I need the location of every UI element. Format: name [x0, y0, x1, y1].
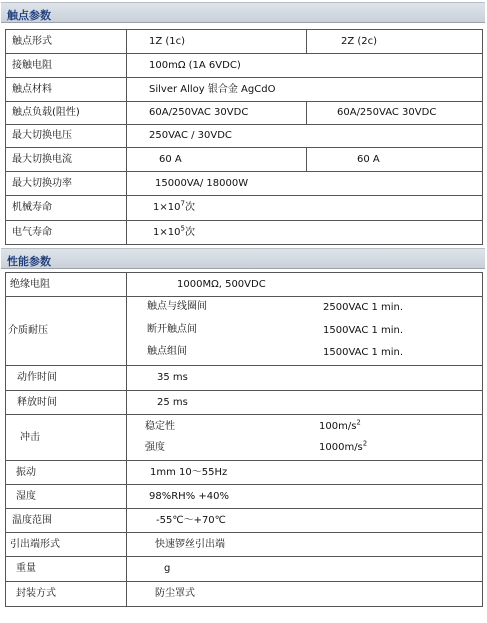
value-base: 100m/s	[319, 421, 357, 432]
sub-item-value: 2500VAC 1 min.	[323, 302, 404, 313]
sub-item-name: 强度	[145, 442, 165, 453]
row-value: 250VAC / 30VDC	[127, 125, 483, 148]
table-row	[6, 366, 483, 391]
sub-item-name: 稳定性	[145, 421, 175, 432]
row-label: 最大切换电压	[6, 125, 127, 148]
row-value: -55℃～+70℃	[127, 509, 483, 533]
table-row	[6, 273, 483, 297]
row-value: 1Z (1c)	[127, 30, 307, 54]
value-base: 1×10	[153, 202, 181, 213]
row-label: 重量	[6, 557, 127, 582]
sub-item-value: 1500VAC 1 min.	[323, 347, 404, 358]
performance-params-table	[5, 272, 483, 607]
row-value-2: 2Z (2c)	[307, 30, 483, 54]
row-label: 引出端形式	[6, 533, 127, 557]
value-unit: 次	[184, 226, 195, 238]
row-label: 触点形式	[6, 30, 127, 54]
row-label: 振动	[6, 461, 127, 485]
sub-item-value	[319, 418, 361, 433]
row-label: 电气寿命	[6, 221, 127, 245]
row-label: 绝缘电阻	[6, 273, 127, 297]
row-value: 35 ms	[127, 366, 483, 391]
table-row	[6, 461, 483, 485]
table-row	[6, 485, 483, 509]
value-exponent: 7	[180, 199, 185, 208]
row-label: 机械寿命	[6, 196, 127, 221]
row-value: 1mm 10～55Hz	[127, 461, 483, 485]
table-row	[6, 391, 483, 415]
table-row	[6, 509, 483, 533]
value-unit: 次	[184, 202, 195, 213]
dielectric-values	[127, 297, 483, 366]
table-row	[6, 148, 483, 172]
table-row	[6, 30, 483, 54]
performance-params-title: 性能参数	[7, 255, 51, 268]
row-value: 1000MΩ, 500VDC	[127, 273, 483, 297]
contact-params-title: 触点参数	[7, 9, 51, 22]
row-label: 最大切换电流	[6, 148, 127, 172]
row-value: 98%RH% +40%	[127, 485, 483, 509]
row-value: 60A/250VAC 30VDC	[127, 102, 307, 125]
row-label: 介质耐压	[6, 297, 127, 366]
table-row	[6, 196, 483, 221]
sub-item-name: 断开触点间	[147, 324, 197, 335]
sub-item-name: 触点与线圈间	[147, 301, 207, 312]
table-row	[6, 557, 483, 582]
sub-item-value	[319, 439, 368, 454]
row-value-2: 60 A	[307, 148, 483, 172]
row-label: 动作时间	[6, 366, 127, 391]
shock-values	[127, 415, 483, 461]
contact-params-table	[5, 29, 483, 245]
table-row	[6, 54, 483, 78]
value-base: 1000m/s	[319, 442, 363, 453]
value-base: 1×10	[153, 226, 181, 238]
row-value	[127, 221, 483, 245]
table-row	[6, 125, 483, 148]
row-value: 快速锣丝引出端	[127, 533, 483, 557]
row-value: Silver Alloy 银合金 AgCdO	[127, 78, 483, 102]
row-label: 冲击	[6, 415, 127, 461]
row-label: 触点负载(阻性)	[6, 102, 127, 125]
row-label: 触点材料	[6, 78, 127, 102]
sub-item-value: 1500VAC 1 min.	[323, 325, 404, 336]
table-row	[6, 172, 483, 196]
table-row	[6, 221, 483, 245]
table-row	[6, 582, 483, 607]
table-row	[6, 78, 483, 102]
row-value-2: 60A/250VAC 30VDC	[307, 102, 483, 125]
value-exponent: 2	[362, 439, 368, 448]
row-label: 温度范围	[6, 509, 127, 533]
table-row	[6, 297, 483, 366]
row-value	[127, 196, 483, 221]
row-label: 湿度	[6, 485, 127, 509]
value-exponent: 5	[180, 224, 185, 233]
sub-item-name: 触点组间	[147, 346, 187, 357]
row-value: 15000VA/ 18000W	[127, 172, 483, 196]
performance-params-header	[1, 248, 485, 269]
row-label: 接触电阻	[6, 54, 127, 78]
row-label: 释放时间	[6, 391, 127, 415]
table-row	[6, 415, 483, 461]
row-value: g	[127, 557, 483, 582]
row-value: 60 A	[127, 148, 307, 172]
value-exponent: 2	[356, 418, 361, 427]
row-value: 100mΩ (1A 6VDC)	[127, 54, 483, 78]
contact-params-header	[1, 2, 485, 23]
table-row	[6, 533, 483, 557]
row-value: 25 ms	[127, 391, 483, 415]
table-row	[6, 102, 483, 125]
row-label: 封装方式	[6, 582, 127, 607]
row-label: 最大切换功率	[6, 172, 127, 196]
row-value: 防尘罩式	[127, 582, 483, 607]
